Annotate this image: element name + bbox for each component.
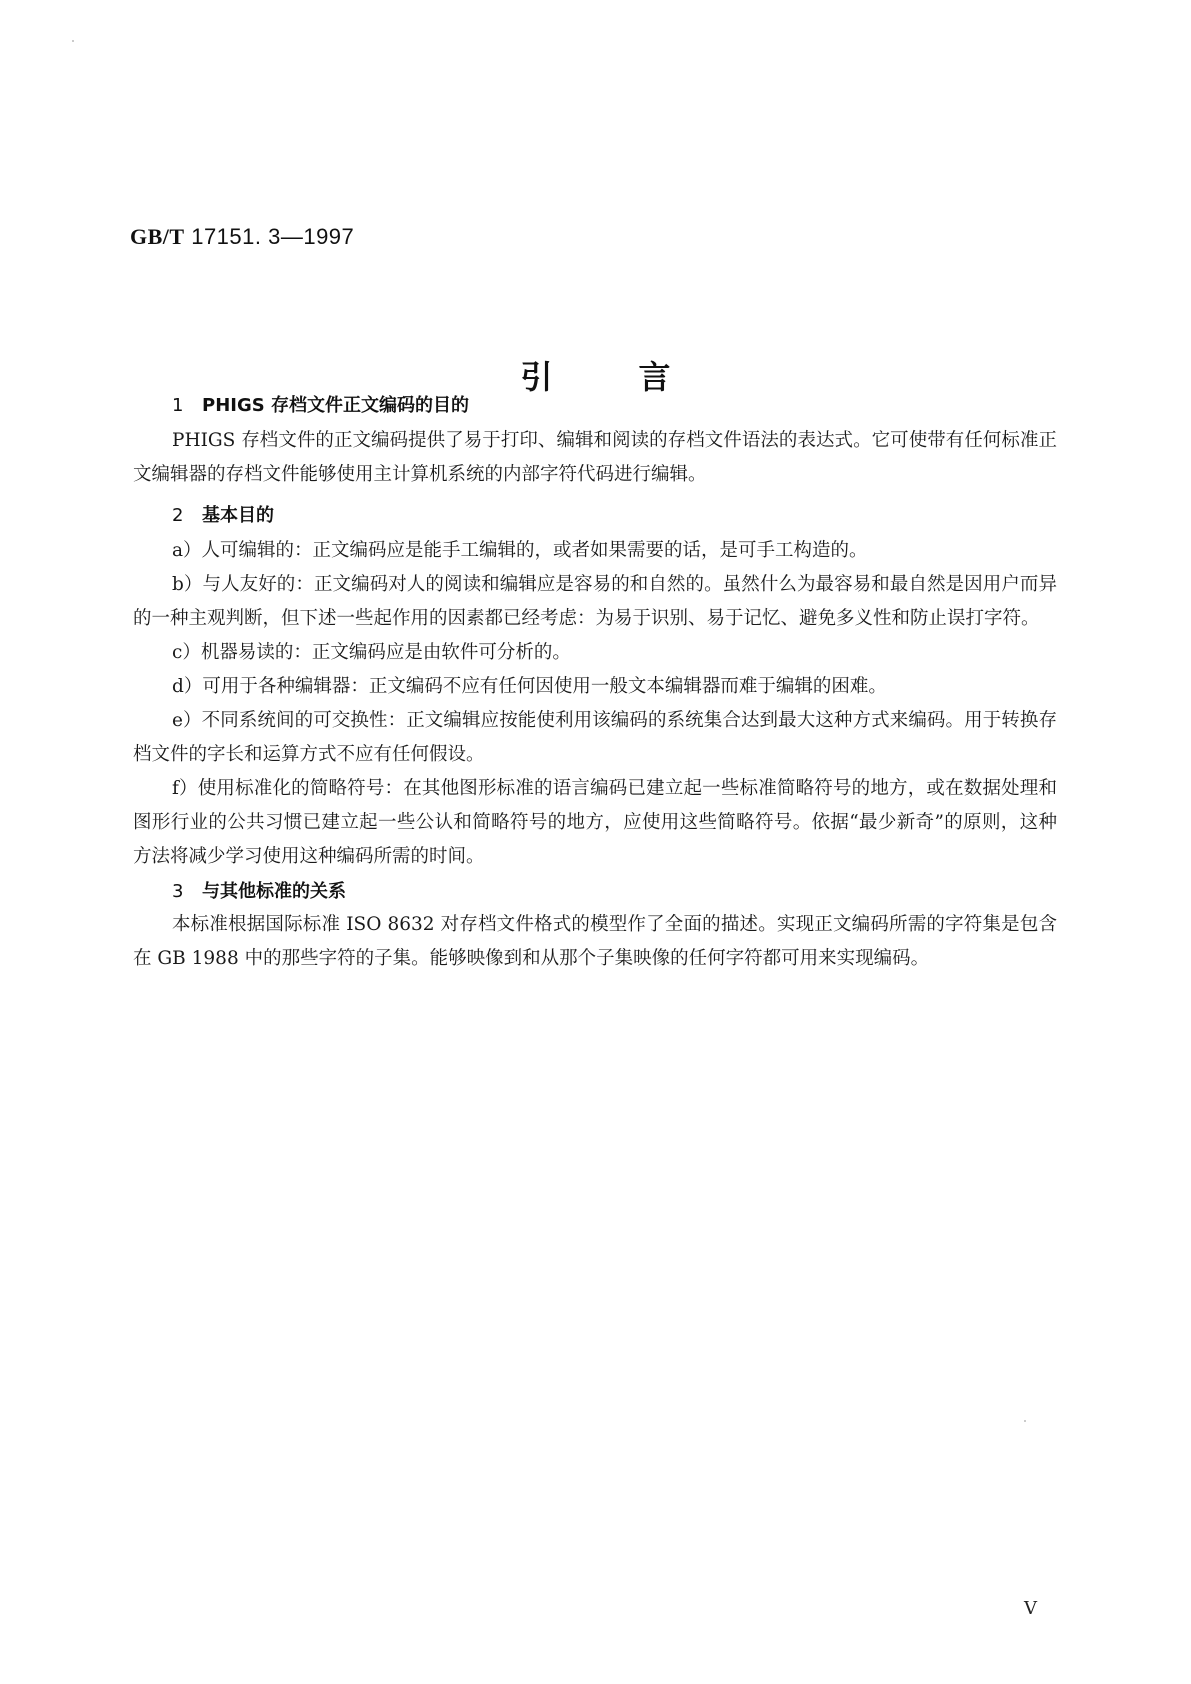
section-title: 基本目的: [202, 505, 274, 526]
section-title: PHIGS 存档文件正文编码的目的: [202, 395, 469, 416]
paragraph: f）使用标准化的简略符号：在其他图形标准的语言编码已建立起一些标准简略符号的地方，或在数据处理和图形行业的公共习惯已建立起一些公认和简略符号的地方，应使用这些简略符号。依据“最少新奇”的原则，这种方法将减少学习使用这种编码所需的时间。: [133, 778, 1057, 867]
scan-speck: [72, 40, 74, 42]
paragraph: PHIGS 存档文件的正文编码提供了易于打印、编辑和阅读的存档文件语法的表达式。它可使带有任何标准正文编辑器的存档文件能够使用主计算机系统的内部字符代码进行编辑。: [133, 430, 1057, 485]
page-number: V: [1024, 1598, 1037, 1619]
scan-speck: [1024, 1420, 1026, 1422]
page-title: 引言: [520, 358, 757, 396]
paragraph: a）人可编辑的：正文编码应是能手工编辑的，或者如果需要的话，是可手工构造的。: [172, 540, 868, 561]
standard-code: [130, 224, 354, 250]
section-number: 2: [172, 505, 184, 526]
standard-code-prefix: GB/T: [130, 224, 185, 249]
section-number: 3: [172, 881, 184, 902]
paragraph: d）可用于各种编辑器：正文编码不应有任何因使用一般文本编辑器而难于编辑的困难。: [172, 676, 887, 697]
section-heading: [172, 876, 1057, 908]
section-number: 1: [172, 395, 184, 416]
paragraph: c）机器易读的：正文编码应是由软件可分析的。: [172, 642, 571, 663]
standard-code-number: 17151. 3—1997: [191, 224, 355, 249]
document-body: [133, 395, 1057, 976]
paragraph: 本标准根据国际标准 ISO 8632 对存档文件格式的模型作了全面的描述。实现正文编码所需的字符集是包含在 GB 1988 中的那些字符的子集。能够映像到和从那个子集映像的任何字符都可用来实现编码。: [133, 914, 1057, 969]
paragraph: e）不同系统间的可交换性：正文编辑应按能使利用该编码的系统集合达到最大这种方式来编码。用于转换存档文件的字长和运算方式不应有任何假设。: [133, 710, 1057, 765]
section-heading: [172, 500, 1057, 532]
section-title: 与其他标准的关系: [202, 881, 346, 902]
paragraph: b）与人友好的：正文编码对人的阅读和编辑应是容易的和自然的。虽然什么为最容易和最自然是因用户而异的一种主观判断，但下述一些起作用的因素都已经考虑：为易于识别、易于记忆、避免多义性和防止误打字符。: [133, 574, 1057, 629]
section-heading: [172, 390, 1057, 422]
